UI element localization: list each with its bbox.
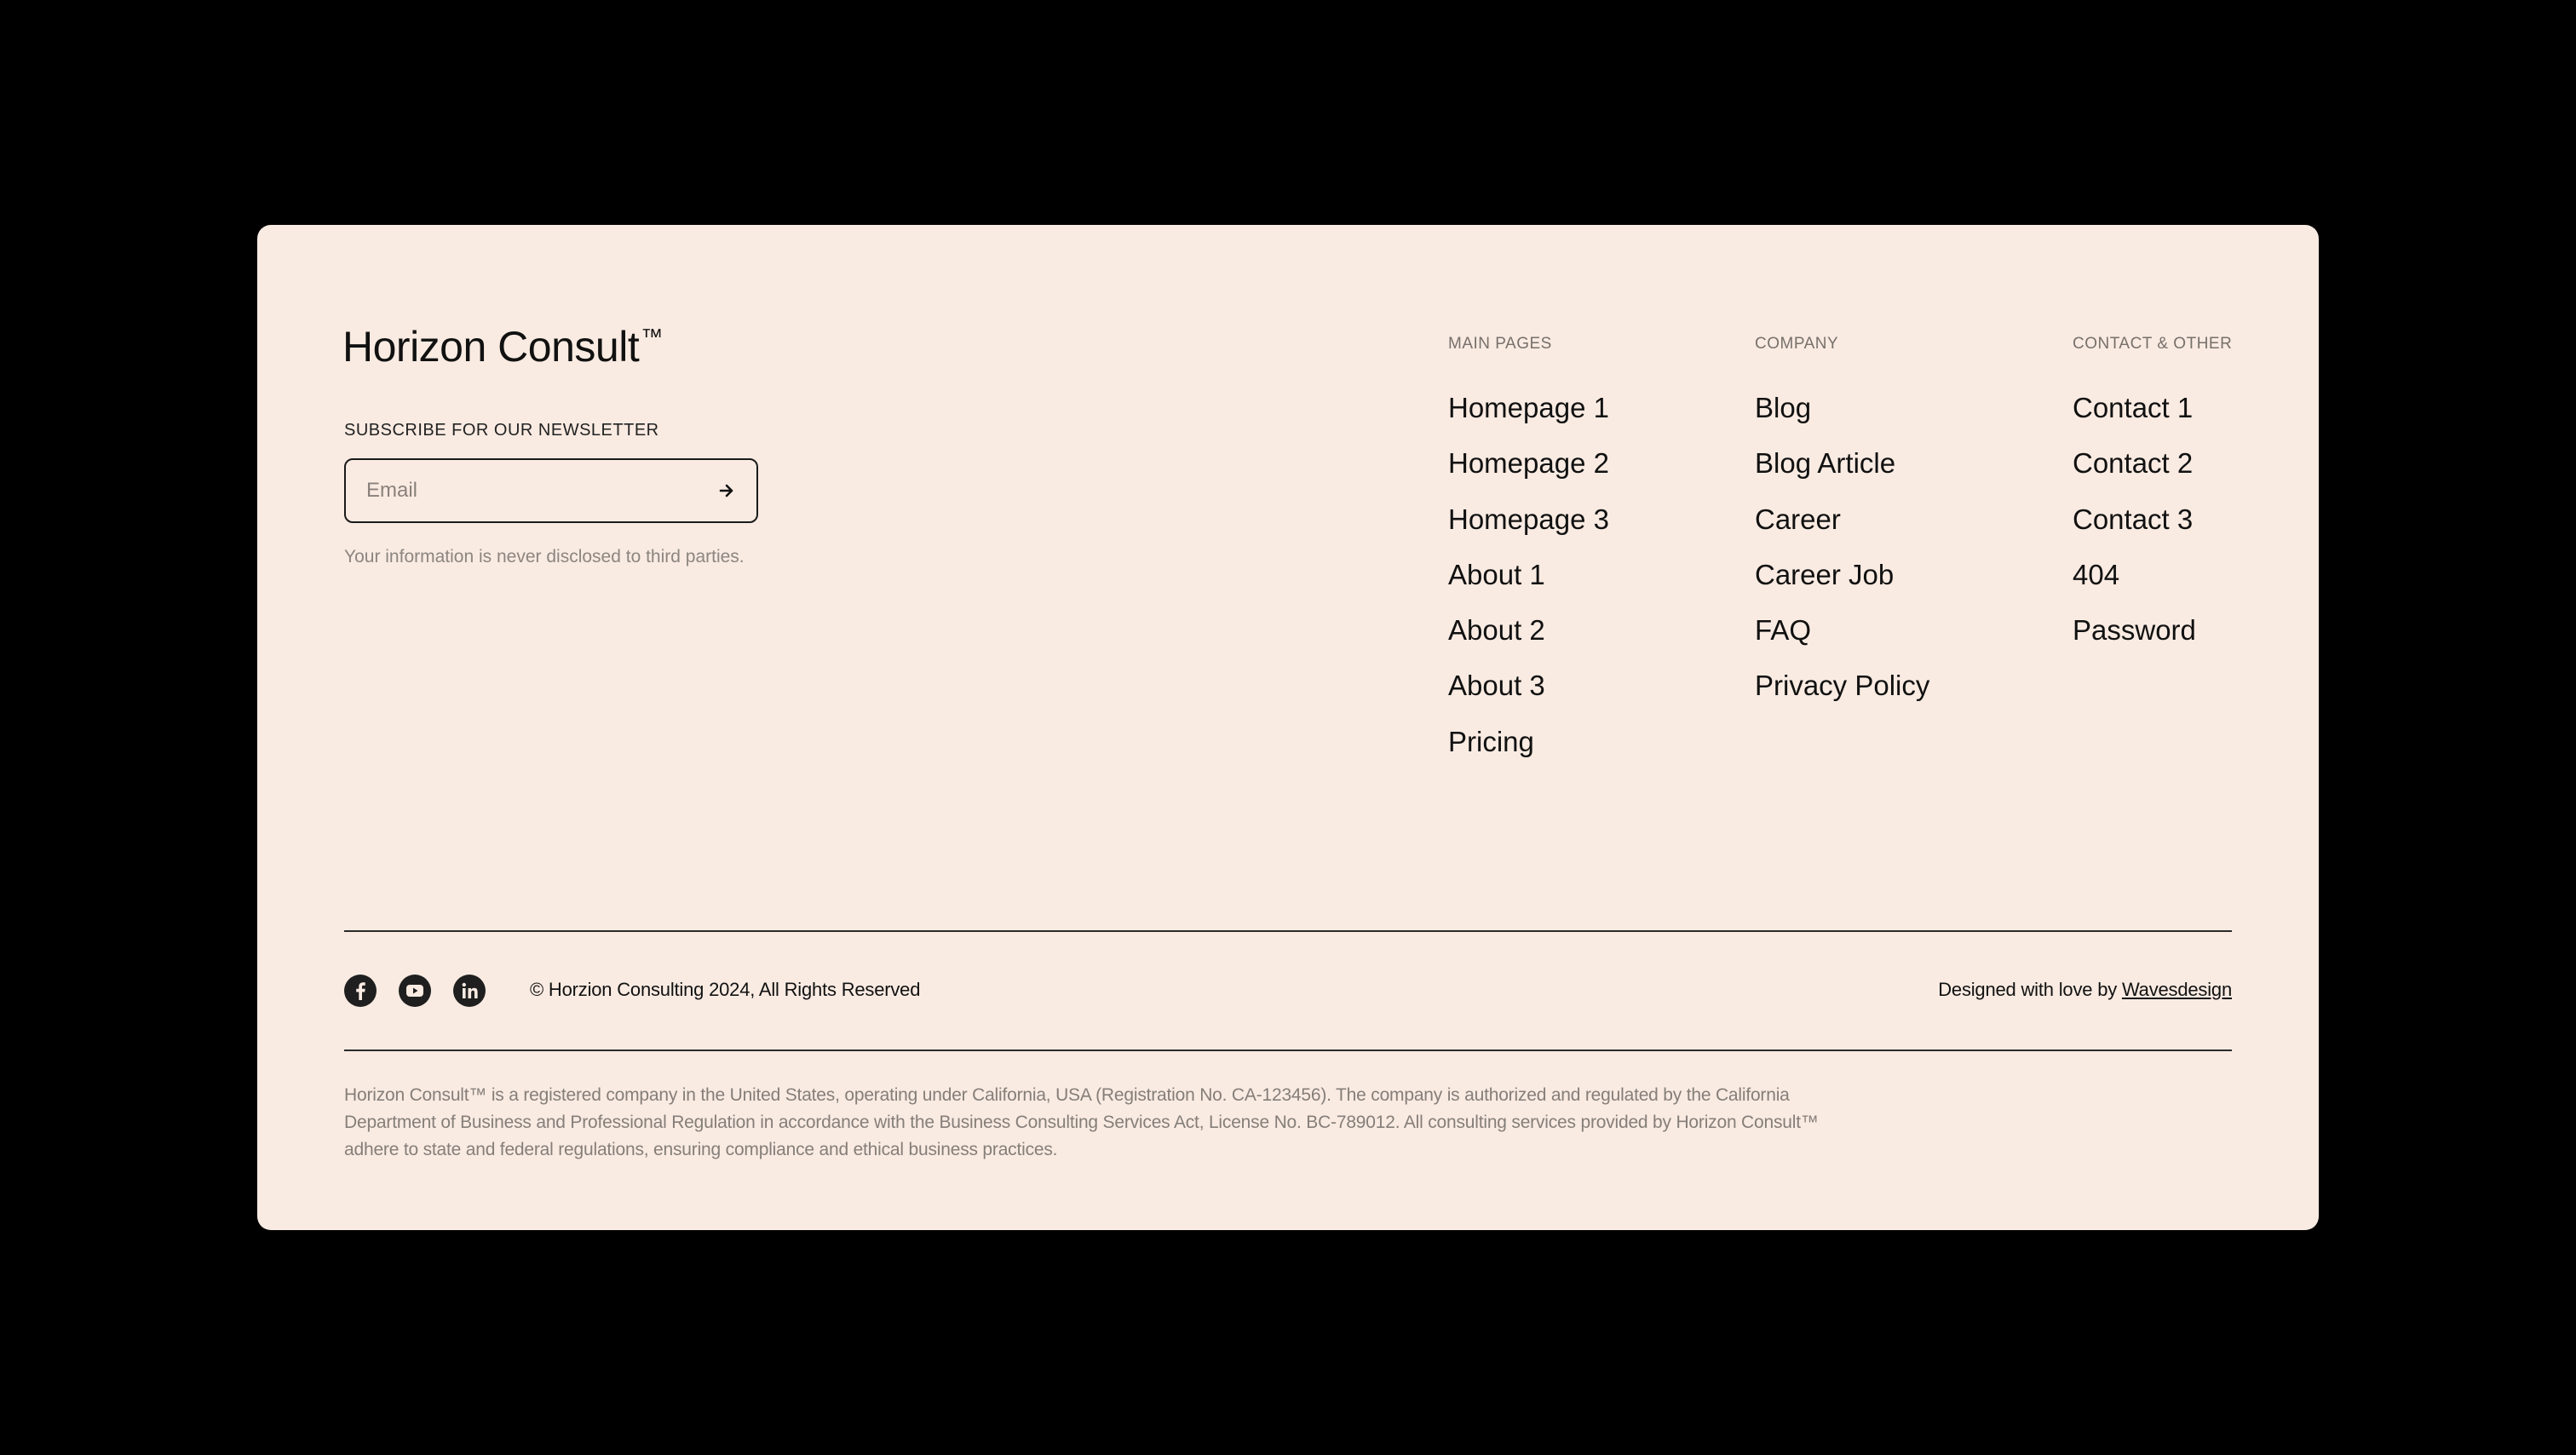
nav-column-main-pages <box>1448 336 1609 769</box>
facebook-icon[interactable] <box>344 975 377 1007</box>
footer-divider-top <box>344 930 2232 932</box>
footer-divider-bottom <box>344 1050 2232 1051</box>
nav-link-404[interactable]: 404 <box>2073 558 2120 590</box>
nav-link-career-job[interactable]: Career Job <box>1755 558 1895 590</box>
newsletter-form <box>344 458 758 523</box>
newsletter-submit-button[interactable] <box>697 460 756 521</box>
brand-logo[interactable] <box>342 323 663 371</box>
facebook-glyph <box>344 975 377 1007</box>
nav-column-company <box>1755 336 1929 714</box>
nav-link-contact-3[interactable]: Contact 3 <box>2073 503 2194 535</box>
newsletter-privacy-note: Your information is never disclosed to third parties. <box>344 547 745 566</box>
designer-link[interactable]: Wavesdesign <box>2121 979 2232 1000</box>
nav-link-blog-article[interactable]: Blog Article <box>1755 447 1896 480</box>
brand-trademark: ™ <box>641 324 663 349</box>
nav-list-main-pages <box>1448 380 1609 769</box>
nav-list-company <box>1755 380 1929 714</box>
nav-heading-contact-other: CONTACT & OTHER <box>2073 335 2233 353</box>
nav-link-about-3[interactable]: About 3 <box>1448 670 1545 702</box>
nav-heading-company: COMPANY <box>1755 335 1839 353</box>
linkedin-icon[interactable] <box>453 975 486 1007</box>
nav-heading-main-pages: MAIN PAGES <box>1448 335 1552 353</box>
arrow-right-icon <box>718 482 735 499</box>
email-input[interactable] <box>346 460 697 521</box>
nav-link-career[interactable]: Career <box>1755 503 1841 535</box>
legal-disclaimer: Horizon Consult™ is a registered company in the United States, operating under California, USA (Registration No. CA-123456). The company is authorized and regulated by the California Department of Business and Professional Regulation in accordance with the Business Consulting Services Act, License No. BC-789012. All consulting services provided by Horizon Consult™ adhere to state and federal regulations, ensuring compliance and ethical business practices. <box>344 1085 1819 1159</box>
social-links <box>344 975 486 1007</box>
nav-column-contact-other <box>2073 336 2232 658</box>
credit-prefix: Designed with love by <box>1938 979 2122 1000</box>
nav-link-pricing[interactable]: Pricing <box>1448 725 1534 757</box>
nav-list-contact-other <box>2073 380 2232 658</box>
nav-link-blog[interactable]: Blog <box>1755 392 1812 423</box>
nav-link-contact-1[interactable]: Contact 1 <box>2073 392 2194 423</box>
nav-link-homepage-2[interactable]: Homepage 2 <box>1448 447 1609 480</box>
linkedin-glyph <box>453 975 486 1007</box>
youtube-glyph <box>399 975 431 1007</box>
nav-link-privacy-policy[interactable]: Privacy Policy <box>1755 670 1930 702</box>
nav-link-contact-2[interactable]: Contact 2 <box>2073 447 2194 480</box>
newsletter-heading: SUBSCRIBE FOR OUR NEWSLETTER <box>344 421 659 440</box>
nav-link-homepage-1[interactable]: Homepage 1 <box>1448 392 1609 423</box>
designer-credit <box>1938 979 2232 1001</box>
nav-link-about-1[interactable]: About 1 <box>1448 558 1545 590</box>
site-footer <box>257 225 2319 1230</box>
nav-link-password[interactable]: Password <box>2073 614 2196 647</box>
nav-link-homepage-3[interactable]: Homepage 3 <box>1448 503 1609 535</box>
brand-name: Horizon Consult <box>342 323 640 371</box>
nav-link-about-2[interactable]: About 2 <box>1448 614 1545 647</box>
youtube-icon[interactable] <box>399 975 431 1007</box>
nav-link-faq[interactable]: FAQ <box>1755 614 1812 647</box>
copyright-text: © Horzion Consulting 2024, All Rights Reserved <box>530 979 921 1000</box>
